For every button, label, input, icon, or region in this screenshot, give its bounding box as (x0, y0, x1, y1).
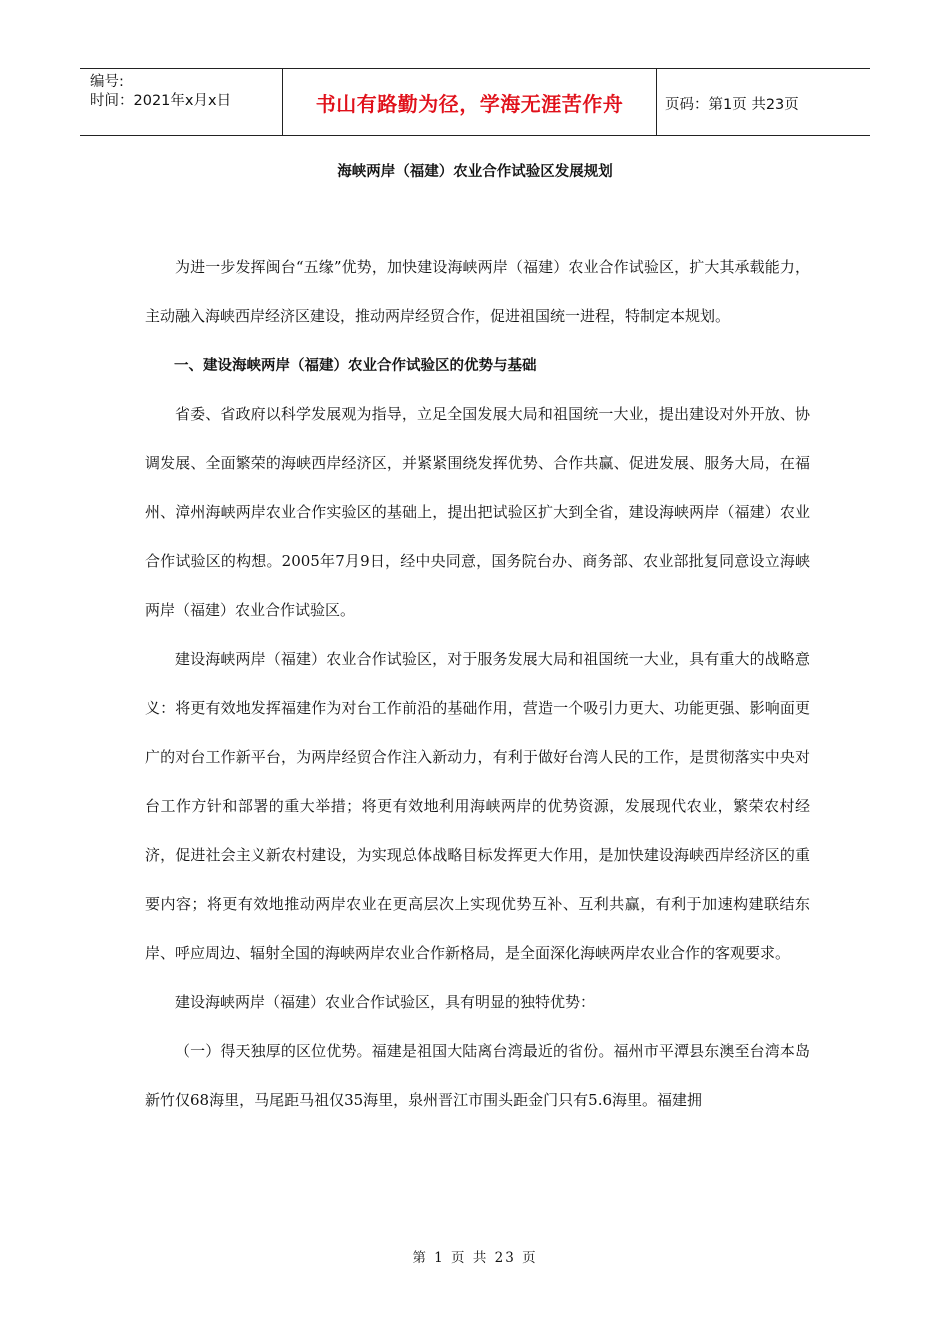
document-body (145, 243, 810, 1125)
paragraph-intro: 为进一步发挥闽台“五缘”优势，加快建设海峡两岸（福建）农业合作试验区，扩大其承载能力，主动融入海峡西岸经济区建设，推动两岸经贸合作，促进祖国统一进程，特制定本规划。 (145, 258, 810, 325)
section-heading-1: 一、建设海峡两岸（福建）农业合作试验区的优势与基础 (174, 357, 537, 374)
paragraph-significance: 建设海峡两岸（福建）农业合作试验区，对于服务发展大局和祖国统一大业，具有重大的战略意义：将更有效地发挥福建作为对台工作前沿的基础作用，营造一个吸引力更大、功能更强、影响面更广的对台工作新平台，为两岸经贸合作注入新动力，有利于做好台湾人民的工作，是贯彻落实中央对台工作方针和部署的重大举措；将更有效地利用海峡两岸的优势资源，发展现代农业，繁荣农村经济，促进社会主义新农村建设，为实现总体战略目标发挥更大作用，是加快建设海峡西岸经济区的重要内容；将更有效地推动两岸农业在更高层次上实现优势互补、互利共赢，有利于加速构建联结东岸、呼应周边、辐射全国的海峡两岸农业合作新格局，是全面深化海峡两岸农业合作的客观要求。 (145, 650, 810, 962)
page-footer: 第 1 页 共 23 页 (412, 1250, 538, 1266)
time-label: 时间：2021年x月x日 (90, 93, 232, 109)
header-motto-cell (282, 68, 657, 136)
motto-text: 书山有路勤为径，学海无涯苦作舟 (315, 91, 624, 116)
header-page-cell (665, 69, 799, 137)
page-label: 页码：第1页 共23页 (665, 96, 799, 113)
document-title: 海峡两岸（福建）农业合作试验区发展规划 (337, 163, 613, 180)
paragraph-advantages-intro: 建设海峡两岸（福建）农业合作试验区，具有明显的独特优势： (175, 993, 596, 1011)
header-meta (90, 73, 231, 111)
paragraph-location-advantage: （一）得天独厚的区位优势。福建是祖国大陆离台湾最近的省份。福州市平潭县东澳至台湾本岛新竹仅68海里，马尾距马祖仅35海里，泉州晋江市围头距金门只有5.6海里。福建拥 (145, 1042, 810, 1109)
paragraph-background: 省委、省政府以科学发展观为指导，立足全国发展大局和祖国统一大业，提出建设对外开放、协调发展、全面繁荣的海峡西岸经济区，并紧紧围绕发挥优势、合作共赢、促进发展、服务大局，在福州、漳州海峡两岸农业合作实验区的基础上，提出把试验区扩大到全省，建设海峡两岸（福建）农业合作试验区的构想。2005年7月9日，经中央同意，国务院台办、商务部、农业部批复同意设立海峡两岸（福建）农业合作试验区。 (145, 405, 810, 619)
document-header (80, 68, 870, 136)
number-label: 编号: (90, 74, 124, 90)
